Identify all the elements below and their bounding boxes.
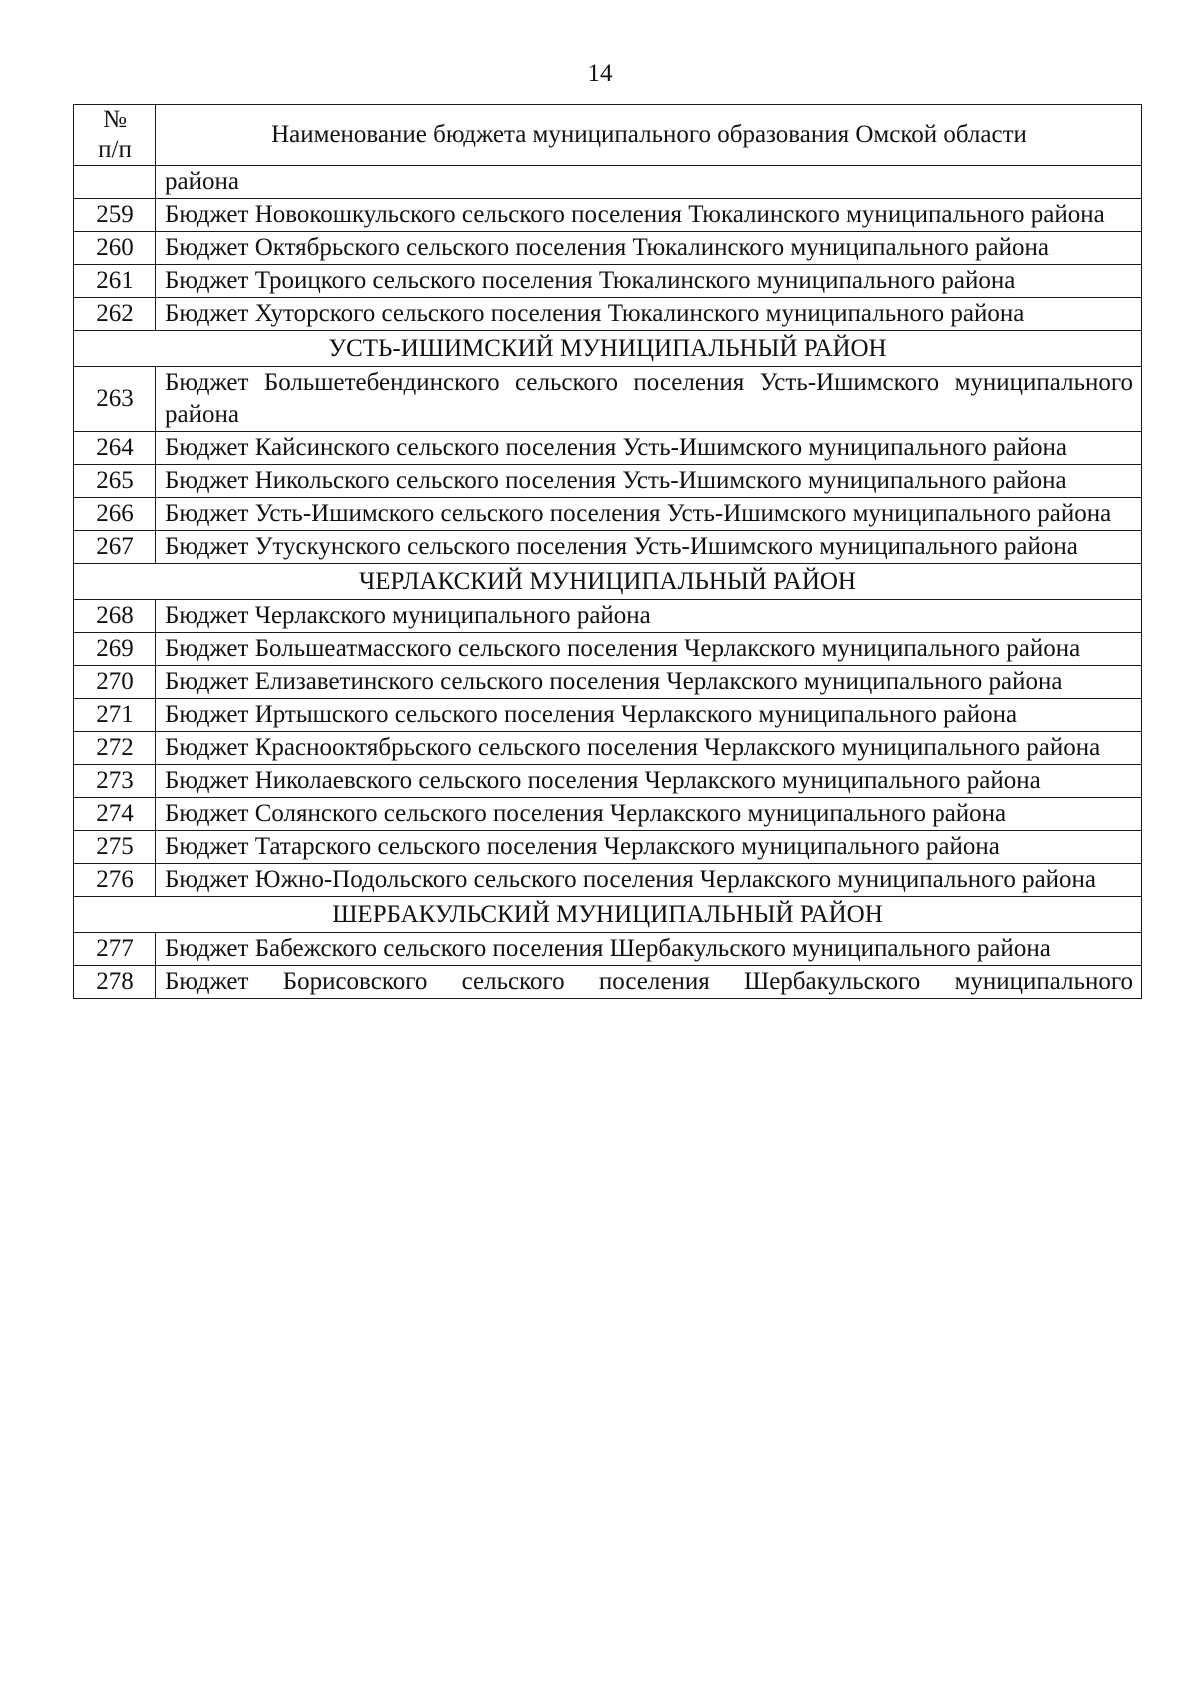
table-row: [74, 666, 1142, 699]
budget-name: Бюджет Никольского сельского поселения Усть-Ишимского муниципального района: [156, 465, 1142, 498]
row-number: [74, 166, 156, 199]
budget-name: Бюджет Черлакского муниципального района: [156, 600, 1142, 633]
budget-name: Бюджет Елизаветинского сельского поселения Черлакского муниципального района: [156, 666, 1142, 699]
row-number: 266: [74, 498, 156, 531]
budget-name: Бюджет Октябрьского сельского поселения Тюкалинского муниципального района: [156, 232, 1142, 265]
section-header-row: [74, 331, 1142, 367]
row-number: 273: [74, 765, 156, 798]
header-name-cell: [156, 105, 1142, 166]
budget-name: Бюджет Утускунского сельского поселения Усть-Ишимского муниципального района: [156, 531, 1142, 564]
budget-name: Бюджет Хуторского сельского поселения Тюкалинского муниципального района: [156, 298, 1142, 331]
page-number: 14: [587, 60, 613, 87]
budget-name: Бюджет Большетебендинского сельского поселения Усть-Ишимского муниципального района: [156, 367, 1142, 432]
row-number: 268: [74, 600, 156, 633]
row-number: 276: [74, 864, 156, 897]
section-title: ШЕРБАКУЛЬСКИЙ МУНИЦИПАЛЬНЫЙ РАЙОН: [74, 897, 1142, 933]
row-number: 265: [74, 465, 156, 498]
table-row: [74, 465, 1142, 498]
header-number-cell: [74, 105, 156, 166]
row-number: 272: [74, 732, 156, 765]
table-header-row: [74, 105, 1142, 166]
table-row: [74, 498, 1142, 531]
table-row: [74, 166, 1142, 199]
table-row: [74, 966, 1142, 999]
budget-name: Бюджет Троицкого сельского поселения Тюкалинского муниципального района: [156, 265, 1142, 298]
section-header-row: [74, 897, 1142, 933]
row-number: 270: [74, 666, 156, 699]
row-number: 264: [74, 432, 156, 465]
budget-name: Бюджет Южно-Подольского сельского поселения Черлакского муниципального района: [156, 864, 1142, 897]
budget-name: Бюджет Татарского сельского поселения Черлакского муниципального района: [156, 831, 1142, 864]
budget-name: Бюджет Николаевского сельского поселения Черлакского муниципального района: [156, 765, 1142, 798]
table-row: [74, 765, 1142, 798]
table-row: [74, 732, 1142, 765]
row-number: 263: [74, 367, 156, 432]
budget-name: Бюджет Иртышского сельского поселения Черлакского муниципального района: [156, 699, 1142, 732]
table-row: [74, 633, 1142, 666]
section-title: УСТЬ-ИШИМСКИЙ МУНИЦИПАЛЬНЫЙ РАЙОН: [74, 331, 1142, 367]
table-row: [74, 367, 1142, 432]
table-body: [74, 166, 1142, 999]
header-number-label: № п/п: [98, 106, 132, 163]
row-number: 262: [74, 298, 156, 331]
section-title: ЧЕРЛАКСКИЙ МУНИЦИПАЛЬНЫЙ РАЙОН: [74, 564, 1142, 600]
row-number: 277: [74, 933, 156, 966]
table-row: [74, 831, 1142, 864]
table-row: [74, 298, 1142, 331]
row-number: 274: [74, 798, 156, 831]
row-number: 267: [74, 531, 156, 564]
table-row: [74, 232, 1142, 265]
table-row: [74, 699, 1142, 732]
budget-name: Бюджет Новокошкульского сельского поселения Тюкалинского муниципального района: [156, 199, 1142, 232]
table-row: [74, 600, 1142, 633]
table-row: [74, 531, 1142, 564]
row-number: 278: [74, 966, 156, 999]
row-number: 259: [74, 199, 156, 232]
section-header-row: [74, 564, 1142, 600]
budget-name: Бюджет Солянского сельского поселения Черлакского муниципального района: [156, 798, 1142, 831]
row-number: 271: [74, 699, 156, 732]
budget-name: Бюджет Усть-Ишимского сельского поселения Усть-Ишимского муниципального района: [156, 498, 1142, 531]
budget-name: Бюджет Борисовского сельского поселения Шербакульского муниципального: [156, 966, 1142, 999]
row-number: 275: [74, 831, 156, 864]
budget-name: Бюджет Большеатмасского сельского поселения Черлакского муниципального района: [156, 633, 1142, 666]
row-number: 261: [74, 265, 156, 298]
row-number: 260: [74, 232, 156, 265]
budget-name: Бюджет Бабежского сельского поселения Шербакульского муниципального района: [156, 933, 1142, 966]
budget-name: Бюджет Краснооктябрьского сельского поселения Черлакского муниципального района: [156, 732, 1142, 765]
table-row: [74, 265, 1142, 298]
table-row: [74, 933, 1142, 966]
table-row: [74, 864, 1142, 897]
row-number: 269: [74, 633, 156, 666]
header-name-label: Наименование бюджета муниципального образования Омской области: [271, 121, 1027, 148]
budget-name: района: [156, 166, 1142, 199]
budget-name: Бюджет Кайсинского сельского поселения Усть-Ишимского муниципального района: [156, 432, 1142, 465]
table-row: [74, 798, 1142, 831]
budget-table: [73, 104, 1142, 999]
table-row: [74, 199, 1142, 232]
table-row: [74, 432, 1142, 465]
